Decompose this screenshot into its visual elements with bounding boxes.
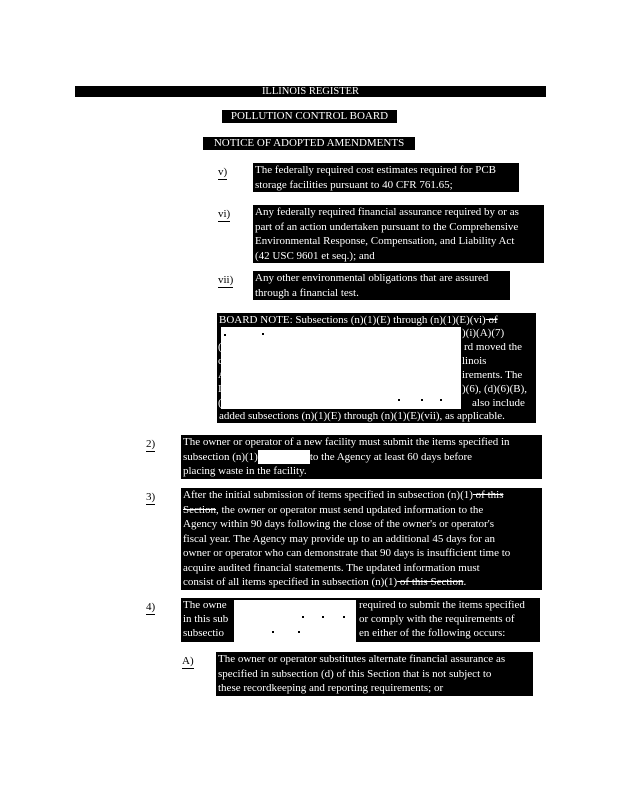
- para-2-line-2: [183, 450, 540, 465]
- item-A-text: [216, 652, 533, 696]
- para-3-line-7: [183, 575, 540, 590]
- register-header-bar: [75, 86, 546, 97]
- board-note-line-3-left: (: [218, 341, 222, 353]
- para-2-label: 2): [146, 438, 156, 450]
- para-3-line-2-strike: Section: [183, 503, 216, 516]
- board-note-line-1-strike: of: [485, 314, 498, 326]
- board-note-line-1: [219, 313, 498, 328]
- scan-speck: [298, 631, 300, 633]
- para-3-line-6: acquire audited financial statements. The updated information must: [183, 561, 480, 574]
- board-note-redaction: [221, 327, 461, 409]
- item-vii-line-2: through a financial test.: [255, 286, 359, 299]
- para-3-line-5: owner or operator who can demonstrate that 90 days is insufficient time to: [183, 547, 511, 559]
- para-3-line-1: [183, 488, 540, 503]
- para-3-line-3: Agency within 90 days following the close of the owner's or operator's: [183, 518, 494, 530]
- board-note-line-5-left: A: [218, 369, 226, 381]
- para-4-line-1-b: required to submit the items specified: [359, 599, 525, 611]
- para-4-line-2-a: in this sub: [183, 613, 229, 625]
- board-note: [217, 313, 536, 423]
- para-3-text: [181, 488, 542, 590]
- para-4-line-3-a: subsectio: [183, 627, 224, 639]
- item-vii-text: [253, 271, 510, 300]
- board-note-line-5-right: irements. The: [462, 369, 523, 381]
- para-3-line-7-b: .: [463, 576, 467, 588]
- item-vi-line-2: part of an action undertaken pursuant to the Comprehensive: [255, 220, 519, 233]
- para-3-line-7-strike: of this Section: [397, 576, 464, 588]
- scan-speck: [224, 334, 226, 336]
- board-note-line-7-left: (: [218, 397, 222, 409]
- board-note-line-2-right: )(i)(A)(7): [462, 327, 505, 339]
- para-3-line-7-a: consist of all items specified in subsection (n)(1): [183, 576, 398, 588]
- item-vii-line-1: Any other environmental obligations that are assured: [255, 272, 489, 284]
- scan-speck: [421, 399, 423, 401]
- item-vi-label: vi): [218, 208, 231, 220]
- item-v-line-2: storage facilities pursuant to 40 CFR 761.65;: [255, 178, 453, 191]
- para-3-line-4: fiscal year. The Agency may provide up to an additional 45 days for an: [183, 532, 495, 545]
- para-2-text: [181, 435, 542, 479]
- board-note-line-4-left: c: [218, 355, 223, 367]
- para-4-line-3-b: en either of the following occurs:: [359, 627, 506, 639]
- notice-title: NOTICE OF ADOPTED AMENDMENTS: [203, 137, 415, 150]
- board-note-line-7-right: also include: [472, 397, 525, 409]
- register-title: ILLINOIS REGISTER: [261, 86, 360, 97]
- para-3-line-2: [183, 503, 540, 518]
- para-4-redaction: [234, 600, 356, 642]
- scan-speck: [398, 399, 400, 401]
- scan-speck: [272, 631, 274, 633]
- scan-speck: [440, 399, 442, 401]
- scan-speck: [343, 616, 345, 618]
- para-3-label: 3): [146, 491, 156, 503]
- item-vi-text: [253, 205, 544, 263]
- scan-speck: [322, 616, 324, 618]
- scan-speck: [262, 333, 264, 335]
- para-2-line-2-a: subsection (n)(1): [183, 450, 258, 463]
- para-3-line-1-strike: of this: [472, 489, 504, 501]
- item-vii-label: vii): [218, 274, 234, 286]
- board-title: POLLUTION CONTROL BOARD: [222, 110, 397, 123]
- item-v-text: [253, 163, 519, 192]
- item-A-line-2: specified in subsection (d) of this Section that is not subject to: [218, 667, 492, 680]
- item-A-label: A): [182, 655, 194, 667]
- item-v-label: v): [218, 166, 228, 178]
- para-2-line-1: The owner or operator of a new facility must submit the items specified in: [183, 436, 510, 448]
- scan-speck: [302, 616, 304, 618]
- item-A-line-1: The owner or operator substitutes alternate financial assurance as: [218, 653, 506, 665]
- item-vi-line-3: Environmental Response, Compensation, and Liability Act: [255, 235, 515, 247]
- board-note-line-6-left: I: [218, 383, 222, 395]
- item-vi-line-4: (42 USC 9601 et seq.); and: [255, 249, 375, 262]
- board-note-line-3-right: rd moved the: [464, 341, 523, 353]
- para-4-label: 4): [146, 601, 156, 613]
- board-note-line-1-text: BOARD NOTE: Subsections (n)(1)(E) through (n)(1)(E)(vi): [219, 314, 486, 326]
- item-v-line-1: The federally required cost estimates required for PCB: [255, 164, 497, 176]
- board-note-line-8: added subsections (n)(1)(E) through (n)(1)(E)(vii), as applicable.: [219, 410, 505, 422]
- para-4-text: [181, 598, 540, 642]
- para-4-line-1-a: The owne: [183, 599, 227, 611]
- board-note-line-4-right: linois: [462, 355, 487, 367]
- item-A-line-3: these recordkeeping and reporting requirements; or: [218, 682, 444, 694]
- para-2-redaction: [258, 450, 310, 465]
- para-2-line-2-b: to the Agency at least 60 days before: [309, 450, 473, 463]
- para-3-line-2-b: , the owner or operator must send updated information to the: [216, 503, 484, 516]
- para-4-line-2-b: or comply with the requirements of: [359, 613, 515, 625]
- para-2-line-3: placing waste in the facility.: [183, 465, 307, 477]
- para-3-line-1-a: After the initial submission of items specified in subsection (n)(1): [183, 489, 473, 501]
- item-vi-line-1: Any federally required financial assurance required by or as: [255, 206, 519, 218]
- board-note-line-6-right: )(6), (d)(6)(B),: [462, 383, 528, 395]
